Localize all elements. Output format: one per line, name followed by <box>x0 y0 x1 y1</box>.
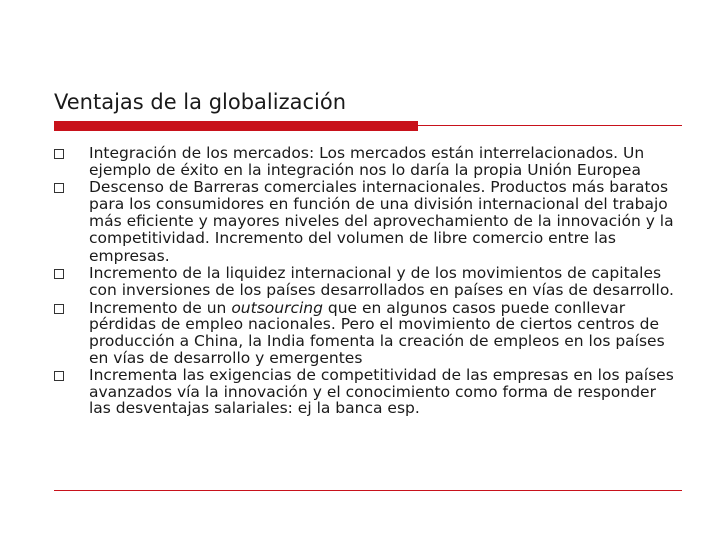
bullet-text: Descenso de Barreras comerciales internacionales. Productos más baratos para los consumidores en función de una división internacional del trabajo más eficiente y mayores niveles del aprovechamiento de la innovación y la competitividad. Incremento del volumen de libre comercio entre las empresas. <box>89 177 674 265</box>
bullet-text <box>89 299 665 367</box>
bullet-text-emphasis: outsourcing <box>231 298 323 317</box>
list-item <box>50 265 680 300</box>
footer-divider <box>54 490 682 491</box>
hollow-square-icon <box>54 269 64 279</box>
hollow-square-icon <box>54 183 64 193</box>
title-underline <box>54 121 682 131</box>
list-item <box>50 179 680 265</box>
bullet-text: Incrementa las exigencias de competitividad de las empresas en los países avanzados vía la innovación y el conocimiento como forma de responder las desventajas salariales: ej la banca esp. <box>89 365 674 418</box>
hollow-square-icon <box>54 149 64 159</box>
bullet-text-before: Incremento de un <box>89 298 232 317</box>
title-underline-bar <box>54 121 418 131</box>
bullet-text: Incremento de la liquidez internacional y de los movimientos de capitales con inversiones de los países desarrollados en países en vías de desarrollo. <box>89 264 674 300</box>
bullet-text: Integración de los mercados: Los mercados están interrelacionados. Un ejemplo de éxito en la integración nos lo daría la propia Unión Europea <box>89 144 645 179</box>
list-item <box>50 145 680 179</box>
list-item <box>50 367 680 417</box>
bullet-list <box>50 145 680 417</box>
hollow-square-icon <box>54 304 64 314</box>
list-item <box>50 300 680 367</box>
title-underline-line <box>418 125 682 126</box>
slide-title: Ventajas de la globalización <box>54 90 347 114</box>
bullet-text-after: que en algunos casos puede conllevar pérdidas de empleo nacionales. Pero el movimiento de ciertos centros de producción a China, la India fomenta la creación de empleos en los países en vías de desarrollo y emergentes <box>89 298 665 368</box>
hollow-square-icon <box>54 371 64 381</box>
